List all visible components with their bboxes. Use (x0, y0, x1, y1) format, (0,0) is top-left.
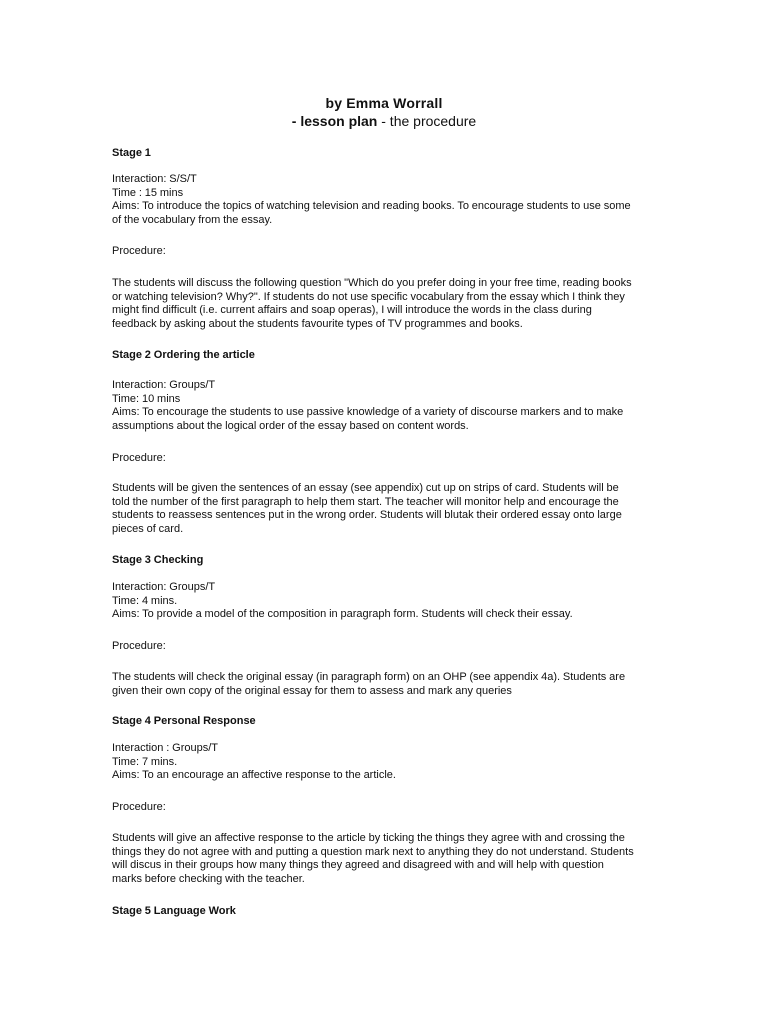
procedure-line: things they do not agree with and putting a question mark next to anything they do not understand. Students (112, 845, 634, 858)
stage-3-procedure (112, 671, 652, 698)
stage-4-procedure-label (112, 801, 652, 815)
procedure-label: Procedure: (112, 801, 166, 813)
subtitle-procedure: - the procedure (377, 113, 477, 129)
procedure-line: Students will give an affective response to the article by ticking the things they agree with and crossing the (112, 832, 625, 844)
procedure-label: Procedure: (112, 452, 166, 464)
stage-4-title-block (112, 715, 652, 729)
time-line: Time: 7 mins. (112, 755, 178, 768)
stage-3-procedure-label (112, 640, 652, 654)
stage-title: Stage 2 Ordering the article (112, 349, 255, 361)
stage-title: Stage 5 Language Work (112, 905, 236, 917)
aims-line: Aims: To an encourage an affective response to the article. (112, 769, 396, 781)
time-line: Time : 15 mins (112, 186, 184, 199)
procedure-line: The students will check the original essay (in paragraph form) on an OHP (see appendix 4a). Students are (112, 671, 626, 683)
stage-title: Stage 1 (112, 147, 151, 159)
stage-title: Stage 3 Checking (112, 554, 204, 566)
stage-3-title-block (112, 554, 652, 568)
stage-5-title-block (112, 905, 652, 919)
procedure-line: will discus in their groups how many things they agreed and disagreed with and will help with question (112, 859, 604, 871)
aims-line: Aims: To provide a model of the composition in paragraph form. Students will check their essay. (112, 608, 573, 620)
stage-3-details (112, 581, 652, 622)
aims-line: of the vocabulary from the essay. (112, 213, 273, 226)
interaction-line: Interaction : Groups/T (112, 742, 218, 754)
stage-1-procedure-label (112, 245, 652, 259)
stage-2-procedure-label (112, 452, 652, 466)
interaction-line: Interaction: S/S/T (112, 173, 197, 185)
procedure-line: The students will discuss the following question "Which do you prefer doing in your free time, reading books (112, 277, 632, 289)
aims-line: Aims: To encourage the students to use passive knowledge of a variety of discourse markers and to make (112, 406, 624, 418)
author-byline: by Emma Worrall (325, 95, 443, 111)
procedure-line: Students will be given the sentences of an essay (see appendix) cut up on strips of card. Students will be (112, 482, 619, 494)
stage-2-procedure (112, 482, 652, 536)
stage-title: Stage 4 Personal Response (112, 715, 256, 727)
document-header-author (0, 93, 768, 113)
subtitle-lesson-plan: - lesson plan (291, 113, 378, 129)
time-line: Time: 4 mins. (112, 594, 178, 607)
document-header-subtitle (0, 111, 768, 131)
procedure-line: told the number of the first paragraph to help them start. The teacher will monitor help and encourage the (112, 495, 619, 508)
procedure-line: or watching television? Why?". If students do not use specific vocabulary from the essay which I think they (112, 290, 625, 303)
stage-2-details (112, 379, 652, 433)
stage-1-details (112, 173, 652, 227)
procedure-line: might find difficult (i.e. current affairs and soap operas), I will introduce the words in the class during (112, 304, 592, 316)
procedure-label: Procedure: (112, 245, 166, 257)
procedure-line: students to reassess sentences put in the wrong order. Students will blutak their ordered essay onto large (112, 509, 622, 521)
procedure-line: marks before checking with the teacher. (112, 872, 305, 885)
aims-line: assumptions about the logical order of the essay based on content words. (112, 419, 469, 432)
stage-4-details (112, 742, 652, 783)
time-line: Time: 10 mins (112, 392, 181, 405)
procedure-line: given their own copy of the original essay for them to assess and mark any queries (112, 684, 512, 697)
stage-2-title-block (112, 349, 652, 363)
stage-4-procedure (112, 832, 652, 886)
stage-1-title-block (112, 147, 652, 161)
stage-1-procedure (112, 277, 652, 331)
interaction-line: Interaction: Groups/T (112, 581, 216, 593)
interaction-line: Interaction: Groups/T (112, 379, 216, 391)
procedure-line: feedback by asking about the students favourite types of TV programmes and books. (112, 317, 523, 330)
procedure-label: Procedure: (112, 640, 166, 652)
aims-line: Aims: To introduce the topics of watching television and reading books. To encourage students to use some (112, 200, 631, 212)
procedure-line: pieces of card. (112, 522, 184, 535)
